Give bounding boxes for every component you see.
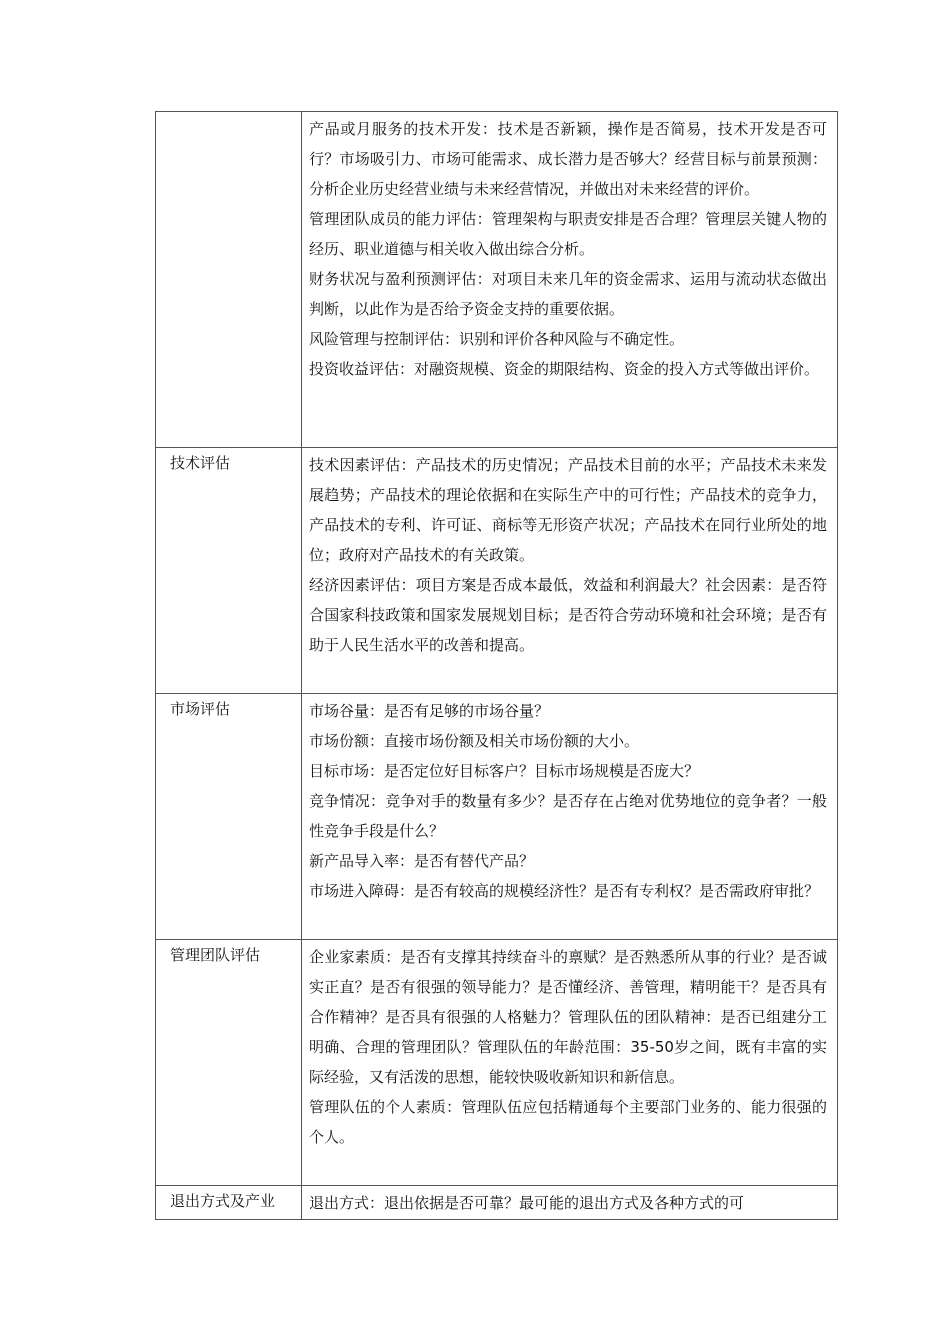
row-label: 市场评估: [170, 700, 231, 718]
table-row: [156, 1186, 838, 1220]
row-content-cell: [302, 694, 838, 940]
row-content-cell: [302, 1186, 838, 1220]
row-content-cell: [302, 112, 838, 448]
content-paragraph: 技术因素评估：产品技术的历史情况；产品技术目前的水平；产品技术未来发展趋势；产品技术的理论依据和在实际生产中的可行性；产品技术的竞争力，产品技术的专利、许可证、商标等无形资产状况；产品技术在同行业所处的地位；政府对产品技术的有关政策。: [309, 456, 827, 564]
content-paragraph: 财务状况与盈利预测评估：对项目未来几年的资金需求、运用与流动状态做出判断，以此作为是否给予资金支持的重要依据。: [309, 270, 827, 318]
row-label-cell: [156, 1186, 302, 1220]
content-paragraph: 退出方式：退出依据是否可靠？最可能的退出方式及各种方式的可: [309, 1194, 745, 1212]
content-paragraph: 风险管理与控制评估：识别和评价各种风险与不确定性。: [309, 330, 685, 348]
content-paragraph: 市场份额：直接市场份额及相关市场份额的大小。: [309, 732, 640, 750]
content-paragraph: 市场谷量：是否有足够的市场谷量？: [309, 702, 550, 720]
content-paragraph: 投资收益评估：对融资规模、资金的期限结构、资金的投入方式等做出评价。: [309, 360, 820, 378]
content-paragraph: 目标市场：是否定位好目标客户？目标市场规模是否庞大？: [309, 762, 700, 780]
table-row: [156, 940, 838, 1186]
content-paragraph: 管理团队成员的能力评估：管理架构与职责安排是否合理？管理层关键人物的经历、职业道德与相关收入做出综合分析。: [309, 210, 827, 258]
row-label: 技术评估: [170, 454, 231, 472]
content-paragraph: 企业家素质：是否有支撑其持续奋斗的禀赋？是否熟悉所从事的行业？是否诚实正直？是否有很强的领导能力？是否懂经济、善管理，精明能干？是否具有合作精神？是否具有很强的人格魅力？管理队伍的团队精神：是否已组建分工明确、合理的管理团队？管理队伍的年龄范围：35-50岁之间，既有丰富的实际经验，又有活泼的思想，能较快吸收新知识和新信息。: [309, 948, 827, 1086]
content-clip: [309, 1188, 827, 1216]
content-paragraph: 市场进入障碍：是否有较高的规模经济性？是否有专利权？是否需政府审批？: [309, 882, 820, 900]
content-paragraph: 经济因素评估：项目方案是否成本最低，效益和利润最大？社会因素：是否符合国家科技政策和国家发展规划目标；是否符合劳动环境和社会环境；是否有助于人民生活水平的改善和提高。: [309, 576, 827, 654]
content-paragraph: 产品或月服务的技术开发：技术是否新颖，操作是否简易，技术开发是否可行？市场吸引力、市场可能需求、成长潜力是否够大？经营目标与前景预测：分析企业历史经营业绩与未来经营情况，并做出对未来经营的评价。: [309, 120, 827, 198]
evaluation-table: [155, 111, 838, 1220]
content-paragraph: 新产品导入率：是否有替代产品？: [309, 852, 535, 870]
row-content-cell: [302, 940, 838, 1186]
row-label: 退出方式及产业: [170, 1192, 276, 1210]
content-paragraph: 竞争情况：竞争对手的数量有多少？是否存在占绝对优势地位的竞争者？一般性竞争手段是什么？: [309, 792, 827, 840]
table-row: [156, 112, 838, 448]
table-row: [156, 448, 838, 694]
row-label-cell: [156, 448, 302, 694]
row-label: 管理团队评估: [170, 946, 261, 964]
row-label-cell: [156, 940, 302, 1186]
table-row: [156, 694, 838, 940]
row-label-cell: [156, 112, 302, 448]
row-label-cell: [156, 694, 302, 940]
row-content-cell: [302, 448, 838, 694]
content-paragraph: 管理队伍的个人素质：管理队伍应包括精通每个主要部门业务的、能力很强的个人。: [309, 1098, 827, 1146]
